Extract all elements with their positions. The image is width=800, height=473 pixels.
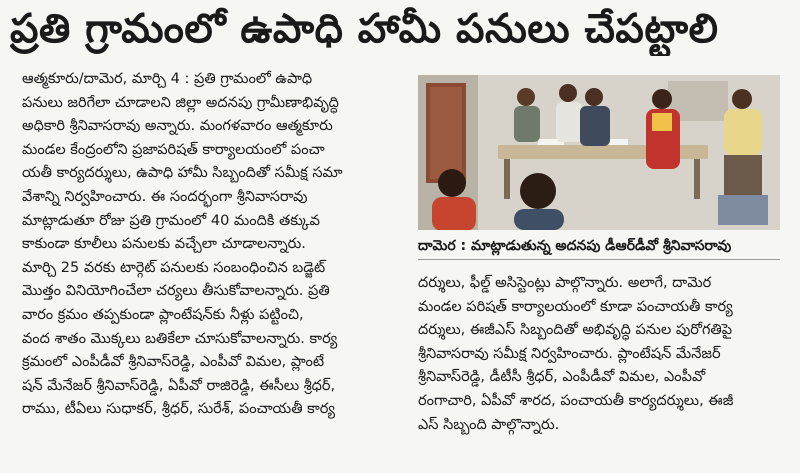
article-line: వేశాన్ని నిర్వహించారు. ఈ సందర్భంగా శ్రీనివాసరావు	[22, 188, 308, 205]
article-line: రంగాచారి, ఏపీవో శారద, పంచాయతీ కార్యదర్శులు, ఈజీ	[418, 392, 734, 409]
article-line: మార్చి 25 వరకు టార్గెట్ పనులకు సంబంధించిన బడ్జెట్	[22, 259, 326, 276]
article-line: శ్రీనివాసరావు సమీక్ష నిర్వహించారు. ప్లాంటేషన్ మేనేజర్	[418, 345, 721, 362]
article-line: మొత్తం వినియోగించేలా చర్యలు తీసుకోవాలన్నారు. ప్రతి	[22, 283, 330, 300]
article-line: అధికారి శ్రీనివాసరావు అన్నారు. మంగళవారం ఆత్మకూరు	[22, 118, 333, 135]
article-line: ఆత్మకూరు/దామెర, మార్చి 4 : ప్రతి గ్రామంలో ఉపాధి	[22, 71, 313, 87]
article-line: శ్రీనివాస్‌రెడ్డి, డీటీసీ శ్రీధర్, ఎంపీడీవో విమల, ఎంపీవో	[418, 369, 706, 386]
caption-divider	[418, 259, 780, 260]
meeting-photo	[418, 75, 780, 230]
article-line: ఎస్ సిబ్బంది పాల్గొన్నారు.	[418, 416, 560, 433]
article-right-column	[418, 272, 788, 468]
article-line: మండల కేంద్రంలోని ప్రజాపరిషత్ కార్యాలయంలో పంచా	[22, 141, 325, 158]
article-line: క్రమంలో ఎంపీడీవో శ్రీనివాస్‌రెడ్డి, ఎంపీవో విమల, ప్లాంటే	[22, 354, 325, 371]
article-line: వంద శాతం మొక్కలు బతికేలా చూసుకోవాలన్నారు. కార్య	[22, 330, 338, 347]
article-line: దర్శులు, ఈజీఎస్ సిబ్బందితో అభివృద్ధి పనుల పురోగతిపై	[418, 322, 733, 339]
article-line: వారం క్రమం తప్పకుండా ప్లాంటేషన్‌కు నీళ్లు పట్టించి,	[22, 306, 304, 323]
article-left-column	[22, 68, 410, 468]
article-line: రాము, టీఏలు సుధాకర్, శ్రీధర్, సురేశ్, పంచాయతీ కార్య	[22, 401, 335, 418]
article-line: యతీ కార్యదర్శులు, ఉపాధి హామీ సిబ్బందితో సమీక్ష సమా	[22, 165, 343, 182]
article-line: మండల పరిషత్ కార్యాలయంలో కూడా పంచాయతీ కార్య	[418, 298, 733, 315]
article-line: పనులు జరిగేలా చూడాలని జిల్లా అదనపు గ్రామీణాభివృద్ధి	[22, 94, 339, 111]
article-line: షన్ మేనేజర్ శ్రీనివాస్‌రెడ్డి, ఏపీవో రాజిరెడ్డి, ఈసీలు శ్రీధర్,	[22, 377, 336, 394]
article-line: మాట్లాడుతూ రోజు ప్రతి గ్రామంలో 40 మందికి తక్కువ	[22, 212, 320, 229]
headline: ప్రతి గ్రామంలో ఉపాధి హామీ పనులు చేపట్టాలి	[10, 6, 719, 52]
article-line: దర్శులు, ఫీల్డ్ అసిస్టెంట్లు పాల్గొన్నారు. అలాగే, దామెర	[418, 275, 712, 291]
article-line: కాకుండా కూలీలు పనులకు వచ్చేలా చూడాలన్నారు.	[22, 236, 306, 253]
photo-caption: దామెర : మాట్లాడుతున్న అదనపు డీఆర్‌డీవో శ్రీనివాసరావు	[418, 238, 732, 254]
